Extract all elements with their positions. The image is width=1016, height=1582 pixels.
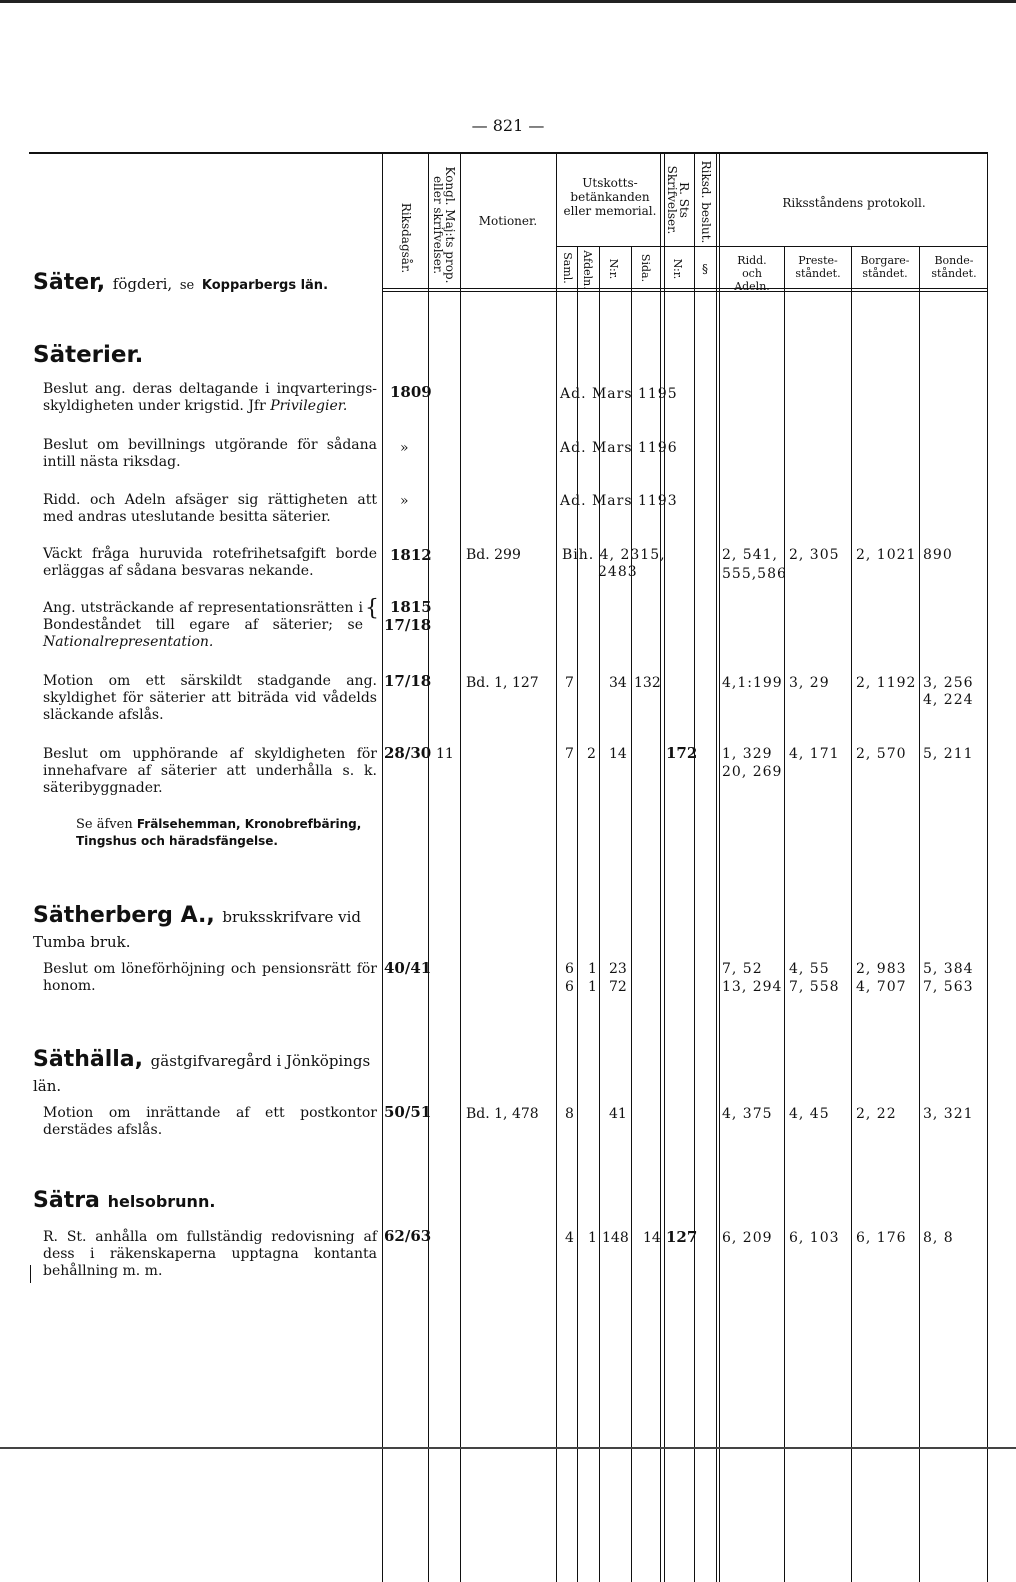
entry-year: 1809 [390,383,432,401]
header-kongl: Kongl. Maj:ts prop. eller skrifvelser. [431,166,457,284]
header-nr: N:r. [607,258,620,280]
entry-rsts: 172 [666,744,698,762]
header-afdeln: Afdeln. [581,250,594,290]
header-protokoll: Riksståndens protokoll. [782,196,926,210]
entry-saml: 7 [565,675,574,691]
entry-saml: 8 [565,1106,574,1122]
page-number: — 821 — [471,116,545,135]
header-rsts: R. Sts Skrifvelser. [665,165,691,235]
entry-bonde: 8, 8 [923,1230,954,1246]
entry-desc: Beslut om upphörande af skyldigheten för innehafvare af säterier att underhålla s. k. säteribyggnader. [43,746,377,796]
entry-saml: 6 [565,979,574,995]
entry-sida: 132 [634,675,661,691]
entry-ridd: 7, 52 [722,961,763,977]
entry-ridd: 4, 375 [722,1106,773,1122]
entry-desc: Beslut ang. deras deltagande i inqvarterings-skyldigheten under krigstid. Jfr Privilegier. [43,381,377,414]
entry-desc: Beslut om bevillnings utgörande för sådana intill nästa riksdag. [43,437,377,470]
entry-nr: 23 [609,961,627,977]
header-saml: Saml. [561,252,574,284]
entry-nr: 41 [609,1106,627,1122]
entry-desc: Beslut om löneförhöjning och pensionsrätt för honom. [43,961,377,994]
entry-desc: Motion om inrättande af ett postkontor derstädes afslås. [43,1105,377,1138]
entry-ridd: 1, 329 [722,746,773,762]
header-utskotts: Utskotts-betänkanden eller memorial. [563,176,657,218]
entry-preste: 3, 29 [789,675,830,691]
entry-desc: Väckt fråga huruvida rotefrihetsafgift borde erläggas af sådana besvaras nekande. [43,546,377,579]
page-bottom-edge [0,1447,1016,1449]
entry-nr: 34 [609,675,627,691]
entry-ridd: 2, 541, [722,547,778,563]
entry-nr: 72 [609,979,627,995]
entry-kongl: 11 [436,746,454,762]
entry-bonde: 3, 321 [923,1106,974,1122]
entry-bonde-cont: 4, 224 [923,692,974,708]
header-rsts-nr: N:r. [671,258,684,280]
entry-utskott: Ad. Mars 1195 [560,386,678,402]
brace-icon: { [365,596,379,621]
header-riksdbeslut: Riksd. beslut. [699,160,713,244]
entry-bonde: 5, 211 [923,746,974,762]
entry-year: 1812 [390,546,432,564]
entry-year: 17/18 [384,672,432,690]
entry-ridd-cont: 20, 269 [722,764,783,780]
entry-preste-cont: 7, 558 [789,979,840,995]
entry-borgare: 2, 983 [856,961,907,977]
section-satherberg: Sätherberg A., bruksskrifvare vid Tumba bruk. [33,903,362,951]
entry-nr: 14 [609,746,627,762]
entry-bonde-cont: 7, 563 [923,979,974,995]
entry-preste: 4, 171 [789,746,840,762]
entry-rsts: 127 [666,1228,698,1246]
entry-borgare-cont: 4, 707 [856,979,907,995]
entry-afdeln: 1 [588,1230,597,1246]
section-saterier: Säterier. [33,342,144,368]
entry-year: 1815 [390,598,432,616]
header-paragraf: § [702,262,708,276]
entry-year: » [400,440,409,456]
entry-saml: 4 [565,1230,574,1246]
entry-preste: 6, 103 [789,1230,840,1246]
page-top-edge [0,0,1016,3]
entry-bonde: 5, 384 [923,961,974,977]
header-ridd: Ridd. och Adeln. [734,254,770,293]
see-also: Se äfven Frälsehemman, Kronobrefbäring, Tingshus och häradsfängelse. [76,817,362,848]
entry-motion: Bd. 1, 478 [466,1106,539,1122]
header-sida: Sida. [639,253,652,283]
entry-desc: Motion om ett särskildt stadgande ang. skyldighet för säterier att biträda vid vådelds släckande afslås. [43,673,377,723]
entry-borgare: 2, 1192 [856,675,917,691]
entry-afdeln: 2 [587,746,596,762]
entry-utskott-cont: 2483 [598,564,638,580]
header-bonde: Bonde-ståndet. [931,254,977,280]
entry-year: 62/63 [384,1227,432,1245]
section-sater: Säter, fögderi, se Kopparbergs län. [33,270,329,295]
entry-motion: Bd. 1, 127 [466,675,539,691]
entry-borgare: 2, 570 [856,746,907,762]
entry-utskott: Bih. 4, 2315, [562,547,666,563]
entry-motion: Bd. 299 [466,547,521,563]
entry-year: 17/18 [384,616,432,634]
entry-nr: 148 [602,1230,629,1246]
header-preste: Preste-ståndet. [795,254,841,280]
entry-preste: 4, 45 [789,1106,830,1122]
entry-ridd-cont: 555,586 [722,566,787,582]
section-sathalla: Säthälla, gästgifvaregård i Jönköpings län. [33,1047,371,1095]
entry-borgare: 2, 22 [856,1106,897,1122]
entry-utskott: Ad. Mars 1193 [560,493,678,509]
header-motioner: Motioner. [478,214,538,228]
entry-saml: 6 [565,961,574,977]
entry-year: 28/30 [384,744,432,762]
entry-year: 50/51 [384,1103,432,1121]
entry-bonde: 890 [923,547,953,563]
entry-saml: 7 [565,746,574,762]
entry-afdeln: 1 [588,979,597,995]
entry-ridd-cont: 13, 294 [722,979,783,995]
entry-ridd: 6, 209 [722,1230,773,1246]
entry-desc: R. St. anhålla om fullständig redovisning af dess i räkenskaperna upptagna kontanta behållning m. m. [43,1229,377,1279]
entry-afdeln: 1 [588,961,597,977]
entry-preste: 4, 55 [789,961,830,977]
entry-borgare: 2, 1021 [856,547,917,563]
entry-year: » [400,493,409,509]
header-riksdagsar: Riksdagsår. [399,202,413,274]
entry-ridd: 4,1:199 [722,675,783,691]
header-borgare: Borgare-ståndet. [860,254,910,280]
entry-bonde: 3, 256 [923,675,974,691]
entry-utskott: Ad. Mars 1196 [560,440,678,456]
entry-desc: Ang. utsträckande af representationsrätten i Bondeståndet till egare af säterier; se Nationalrepresentation. [43,600,363,650]
section-satra: Sätra helsobrunn. [33,1188,216,1213]
entry-desc: Ridd. och Adeln afsäger sig rättigheten att med andras uteslutande besitta säterier. [43,492,377,525]
entry-borgare: 6, 176 [856,1230,907,1246]
entry-year: 40/41 [384,959,432,977]
entry-preste: 2, 305 [789,547,840,563]
entry-sida: 14 [643,1230,661,1246]
